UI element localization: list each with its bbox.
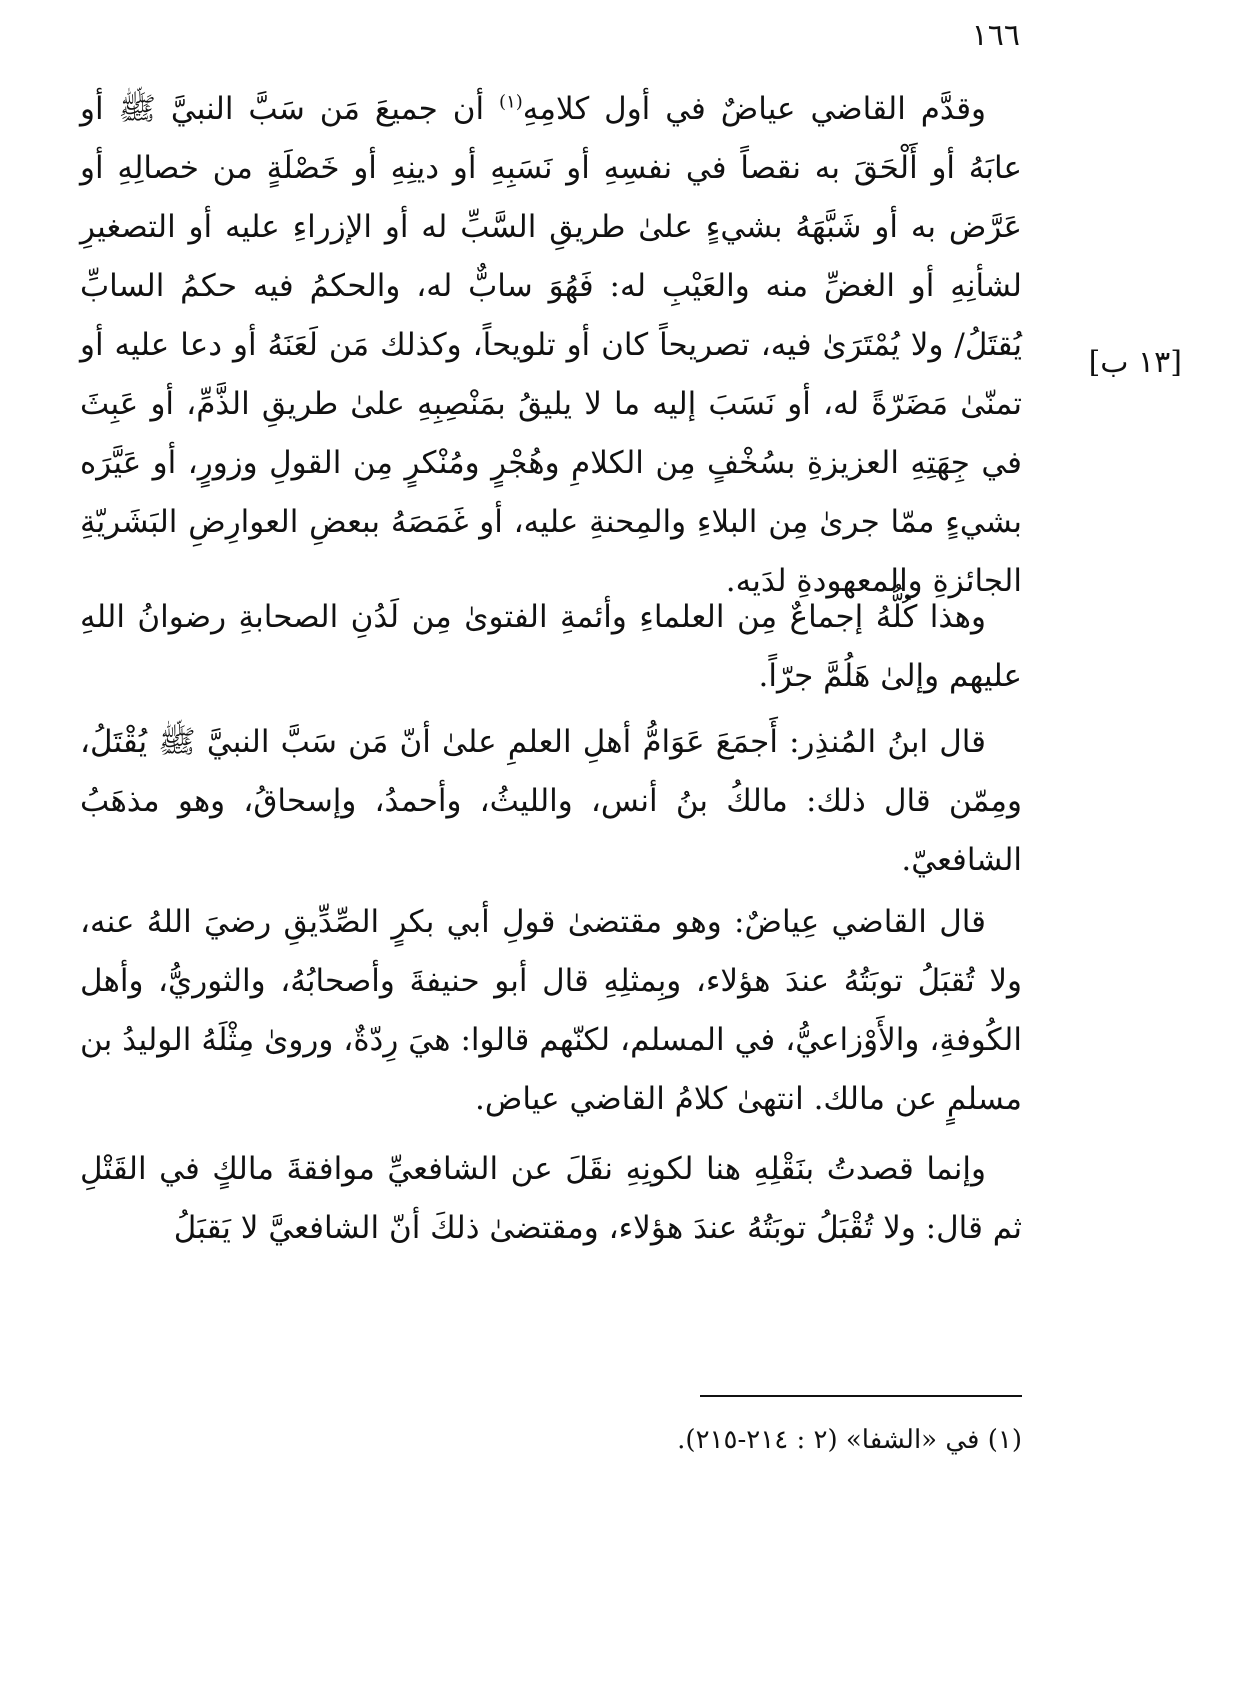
main-text-part-4	[80, 893, 1022, 1129]
paragraph-1-rest: أن جميعَ مَن سَبَّ النبيَّ ﷺ أو عابَهُ أو أَلْحَقَ به نقصاً في نفسِهِ أو نَسَبِهِ أو دينِهِ أو خَصْلَةٍ من خصالِهِ أو عَرَّض به أو شَبَّهَهُ بشيءٍ علىٰ طريقِ السَّبِّ له أو الإزراءِ عليه أو التصغيرِ لشأنِهِ أو الغضِّ منه والعَيْبِ له: فَهُوَ سابٌّ له، والحكمُ فيه حكمُ السابِّ يُقتَلُ/ ولا يُمْتَرَىٰ فيه، تصريحاً كان أو تلويحاً، وكذلك مَن لَعَنَهُ أو دعا عليه أو تمنّىٰ مَضَرّةً له، أو نَسَبَ إليه ما لا يليقُ بمَنْصِبِهِ علىٰ طريقِ الذَّمِّ، أو عَبِثَ في جِهَتِهِ العزيزةِ بسُخْفٍ مِن الكلامِ وهُجْرٍ ومُنْكرٍ مِن القولِ وزورٍ، أو عَيَّرَه بشيءٍ ممّا جرىٰ مِن البلاءِ والمِحنةِ عليه، أو غَمَصَهُ ببعضِ العوارِضِ البَشَريّةِ الجائزةِ والمعهودةِ لدَيه.	[80, 91, 1022, 599]
footnote-marker: (١)	[499, 91, 523, 113]
paragraph-1	[80, 80, 1022, 611]
paragraph-5: وإنما قصدتُ بنَقْلِهِ هنا لكونِهِ نقَلَ عن الشافعيِّ موافقةَ مالكٍ في القَتْلِ ثم قال: ولا تُقْبَلُ توبَتُهُ عندَ هؤلاء، ومقتضىٰ ذلكَ أنّ الشافعيَّ لا يَقبَلُ	[80, 1151, 1022, 1246]
footnote-separator	[700, 1395, 1022, 1397]
main-text-part-2	[80, 588, 1022, 706]
paragraph-2: وهذا كُلُّهُ إجماعٌ مِن العلماءِ وأئمةِ الفتوىٰ مِن لَدُنِ الصحابةِ رضوانُ اللهِ عليهم وإلىٰ هَلُمَّ جرّاً.	[80, 599, 1022, 694]
folio-margin-note: [١٣ ب]	[1088, 345, 1182, 380]
page-number: ١٦٦	[971, 18, 1020, 53]
main-text-part-5	[80, 1140, 1022, 1258]
main-text-part-3	[80, 713, 1022, 890]
paragraph-4: قال القاضي عِياضٌ: وهو مقتضىٰ قولِ أبي بكرٍ الصِّدِّيقِ رضيَ اللهُ عنه، ولا تُقبَلُ توبَتُهُ عندَ هؤلاء، وبِمثلِهِ قال أبو حنيفةَ وأصحابُهُ، والثوريُّ، وأهل الكُوفةِ، والأَوْزاعيُّ، في المسلم، لكنّهم قالوا: هيَ رِدّةٌ، وروىٰ مِثْلَهُ الوليدُ بن مسلمٍ عن مالك. انتهىٰ كلامُ القاضي عياض.	[80, 904, 1022, 1117]
main-text-part-1	[80, 80, 1022, 611]
footnote-1: (١) في «الشفا» (٢ : ٢١٤-٢١٥).	[677, 1425, 1022, 1455]
paragraph-1-start: وقدَّم القاضي عياضٌ في أول كلامِهِ	[522, 91, 986, 127]
paragraph-3: قال ابنُ المُنذِر: أَجمَعَ عَوَامُّ أهلِ العلمِ علىٰ أنّ مَن سَبَّ النبيَّ ﷺ يُقْتَلُ، ومِمّن قال ذلك: مالكُ بنُ أنس، والليثُ، وأحمدُ، وإسحاقُ، وهو مذهَبُ الشافعيّ.	[80, 724, 1022, 878]
